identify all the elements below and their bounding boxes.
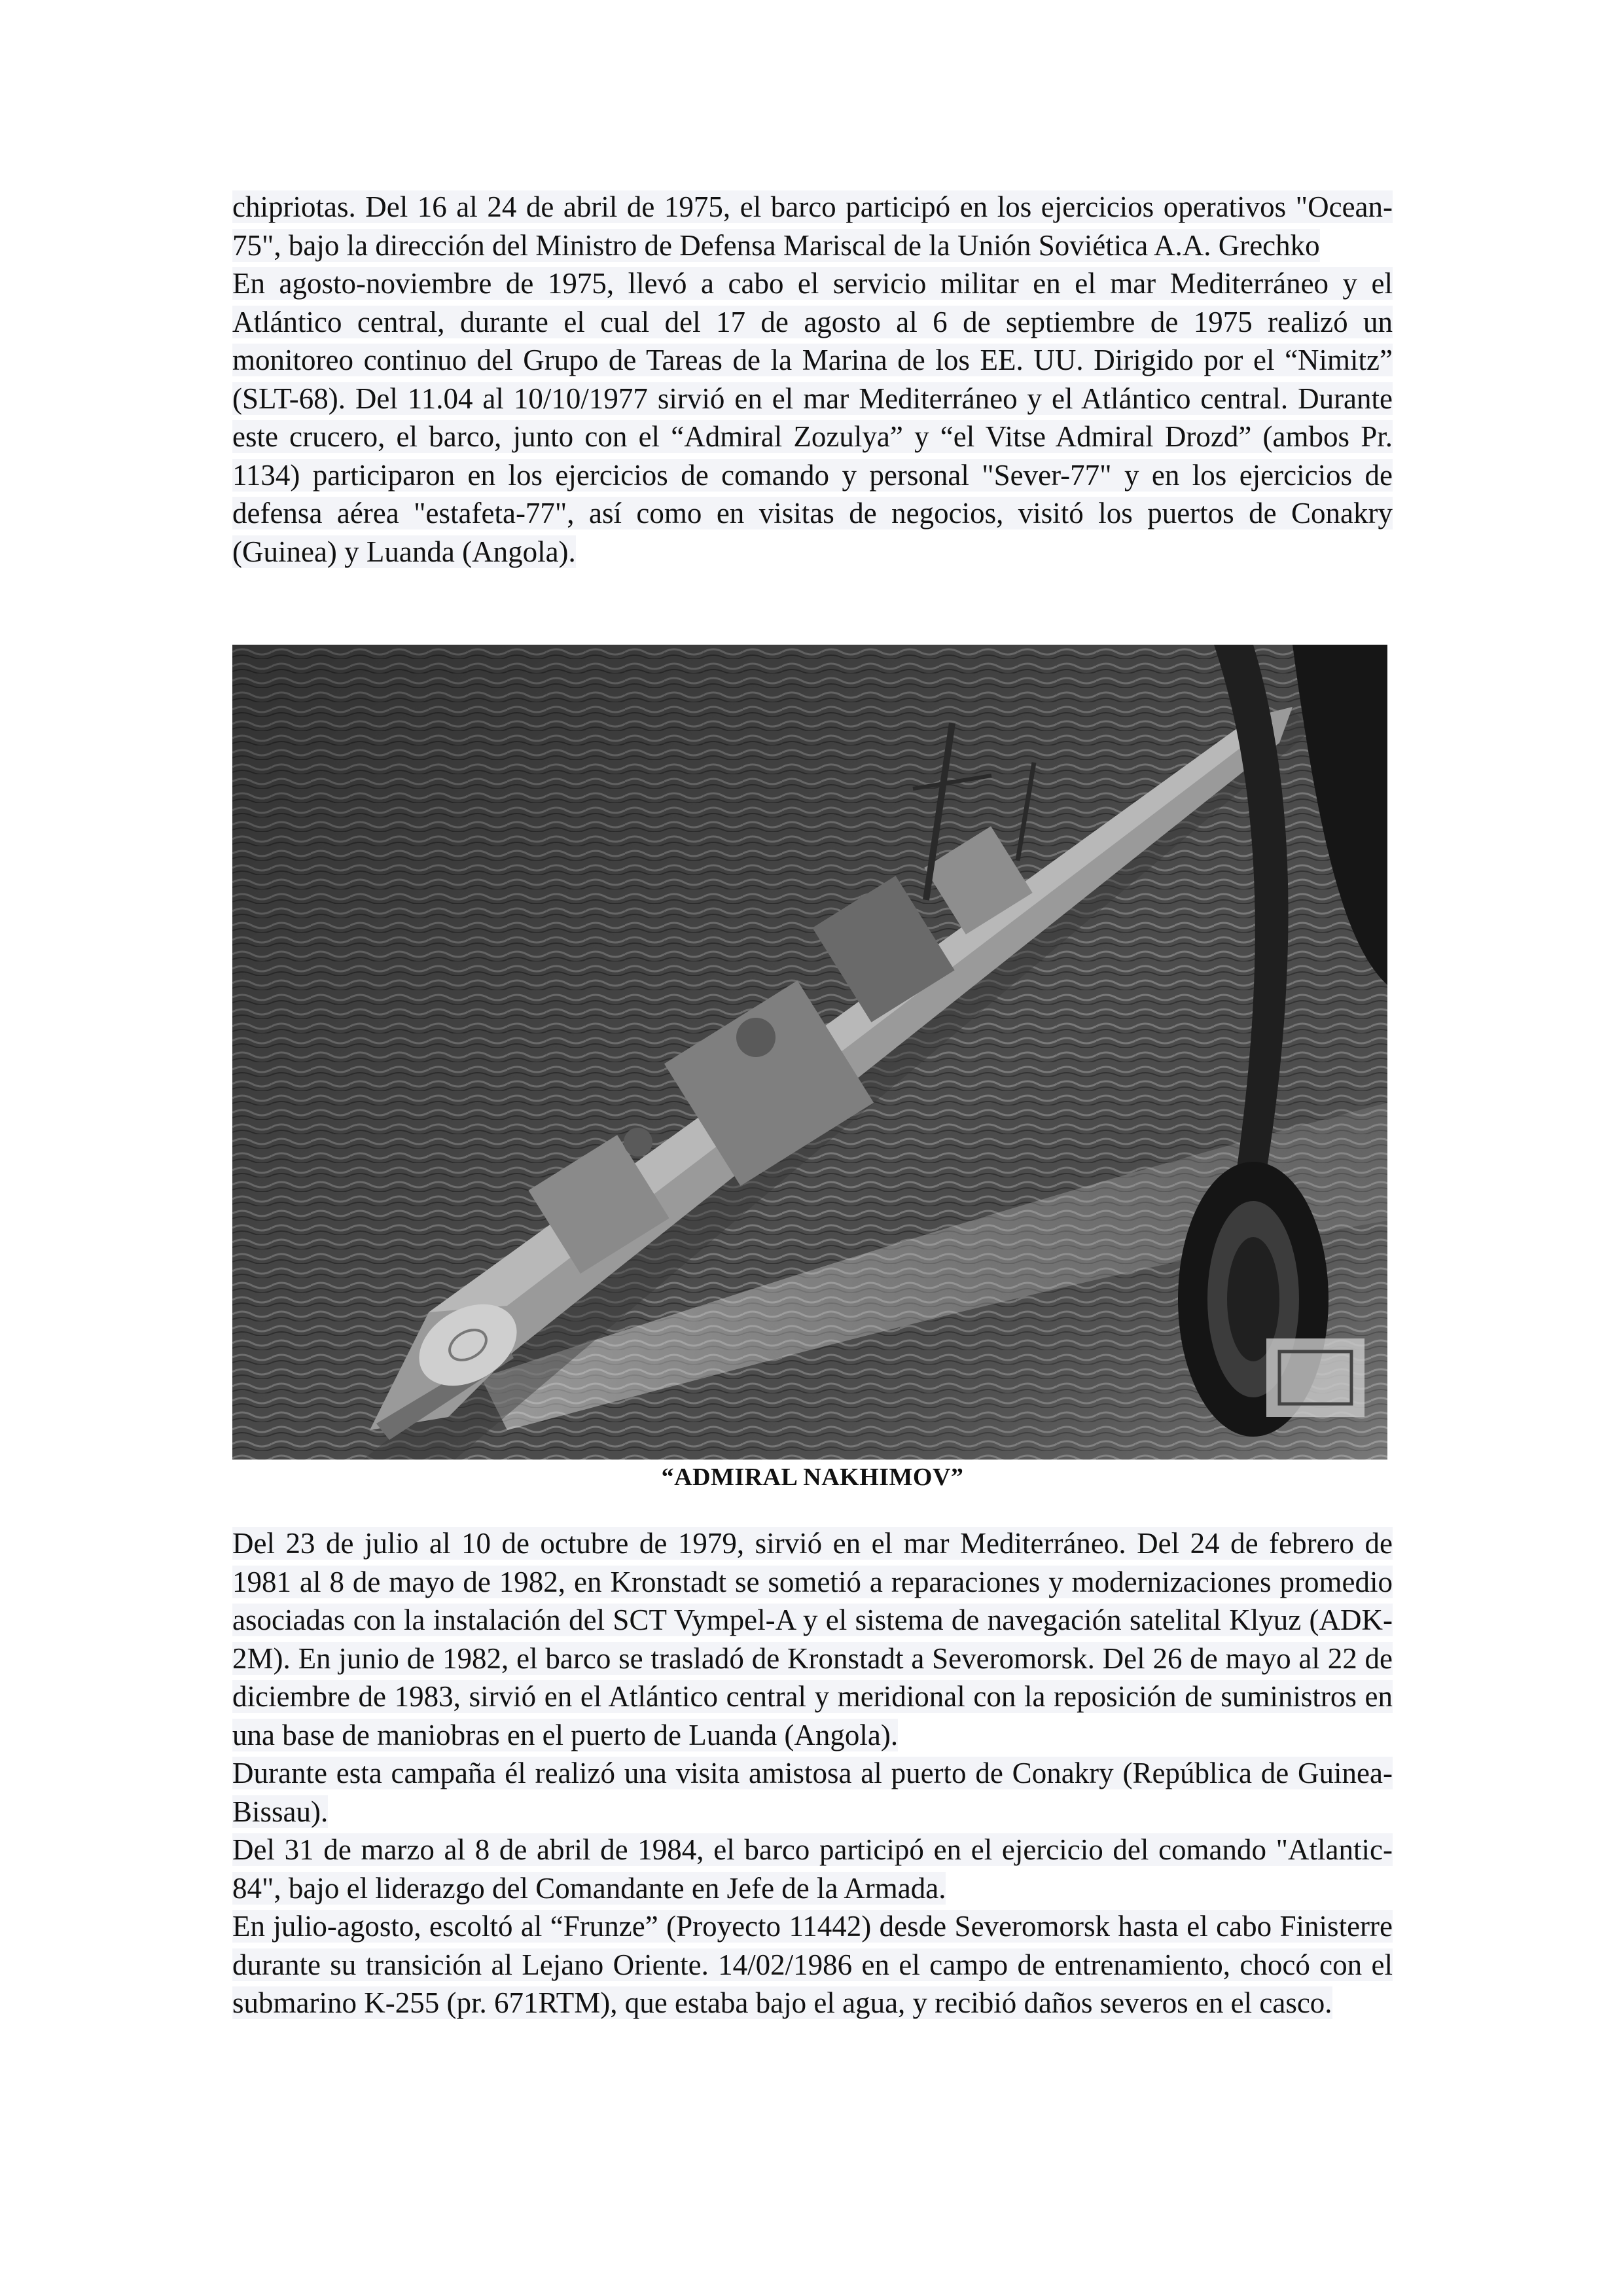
paragraph-text: chipriotas. Del 16 al 24 de abril de 1975, el barco participó en los ejercicios operativos "Ocean-75", bajo la dirección del Ministro de Defensa Mariscal de la Unión Soviética A.A. Grechko <box>232 190 1393 262</box>
paragraph-text: Durante esta campaña él realizó una visita amistosa al puerto de Conakry (República de Guinea-Bissau). <box>232 1757 1393 1828</box>
paragraph <box>232 1907 1393 2022</box>
paragraph <box>232 1831 1393 1907</box>
photo-caption: “ADMIRAL NAKHIMOV” <box>661 1463 964 1491</box>
paragraph-text: Del 31 de marzo al 8 de abril de 1984, el barco participó en el ejercicio del comando "Atlantic-84", bajo el liderazgo del Comandante en Jefe de la Armada. <box>232 1833 1393 1905</box>
paragraph <box>232 188 1393 264</box>
ship-photo-illustration <box>232 645 1387 1460</box>
bottom-text-block <box>232 1524 1393 2022</box>
paragraph-text: En julio-agosto, escoltó al “Frunze” (Proyecto 11442) desde Severomorsk hasta el cabo Finisterre durante su transición al Lejano Oriente. 14/02/1986 en el campo de entrenamiento, chocó con el submarino K-255 (pr. 671RTM), que estaba bajo el agua, y recibió daños severos en el casco. <box>232 1910 1393 2019</box>
ship-photo <box>232 645 1387 1460</box>
top-text-block <box>232 188 1393 571</box>
paragraph-text: Del 23 de julio al 10 de octubre de 1979, sirvió en el mar Mediterráneo. Del 24 de febrero de 1981 al 8 de mayo de 1982, en Kronstadt se sometió a reparaciones y modernizaciones promedio asociadas con la instalación del SCT Vympel-A y el sistema de navegación satelital Klyuz (ADK-2M). En junio de 1982, el barco se trasladó de Kronstadt a Severomorsk. Del 26 de mayo al 22 de diciembre de 1983, sirvió en el Atlántico central y meridional con la reposición de suministros en una base de maniobras en el puerto de Luanda (Angola). <box>232 1527 1393 1751</box>
paragraph-text: En agosto-noviembre de 1975, llevó a cabo el servicio militar en el mar Mediterráneo y el Atlántico central, durante el cual del 17 de agosto al 6 de septiembre de 1975 realizó un monitoreo continuo del Grupo de Tareas de la Marina de los EE. UU. Dirigido por el “Nimitz” (SLT-68). Del 11.04 al 10/10/1977 sirvió en el mar Mediterráneo y el Atlántico central. Durante este crucero, el barco, junto con el “Admiral Zozulya” y “el Vitse Admiral Drozd” (ambos Pr. 1134) participaron en los ejercicios de comando y personal "Sever-77" y en los ejercicios de defensa aérea "estafeta-77", así como en visitas de negocios, visitó los puertos de Conakry (Guinea) y Luanda (Angola). <box>232 267 1393 568</box>
paragraph <box>232 264 1393 571</box>
paragraph <box>232 1754 1393 1831</box>
paragraph <box>232 1524 1393 1754</box>
